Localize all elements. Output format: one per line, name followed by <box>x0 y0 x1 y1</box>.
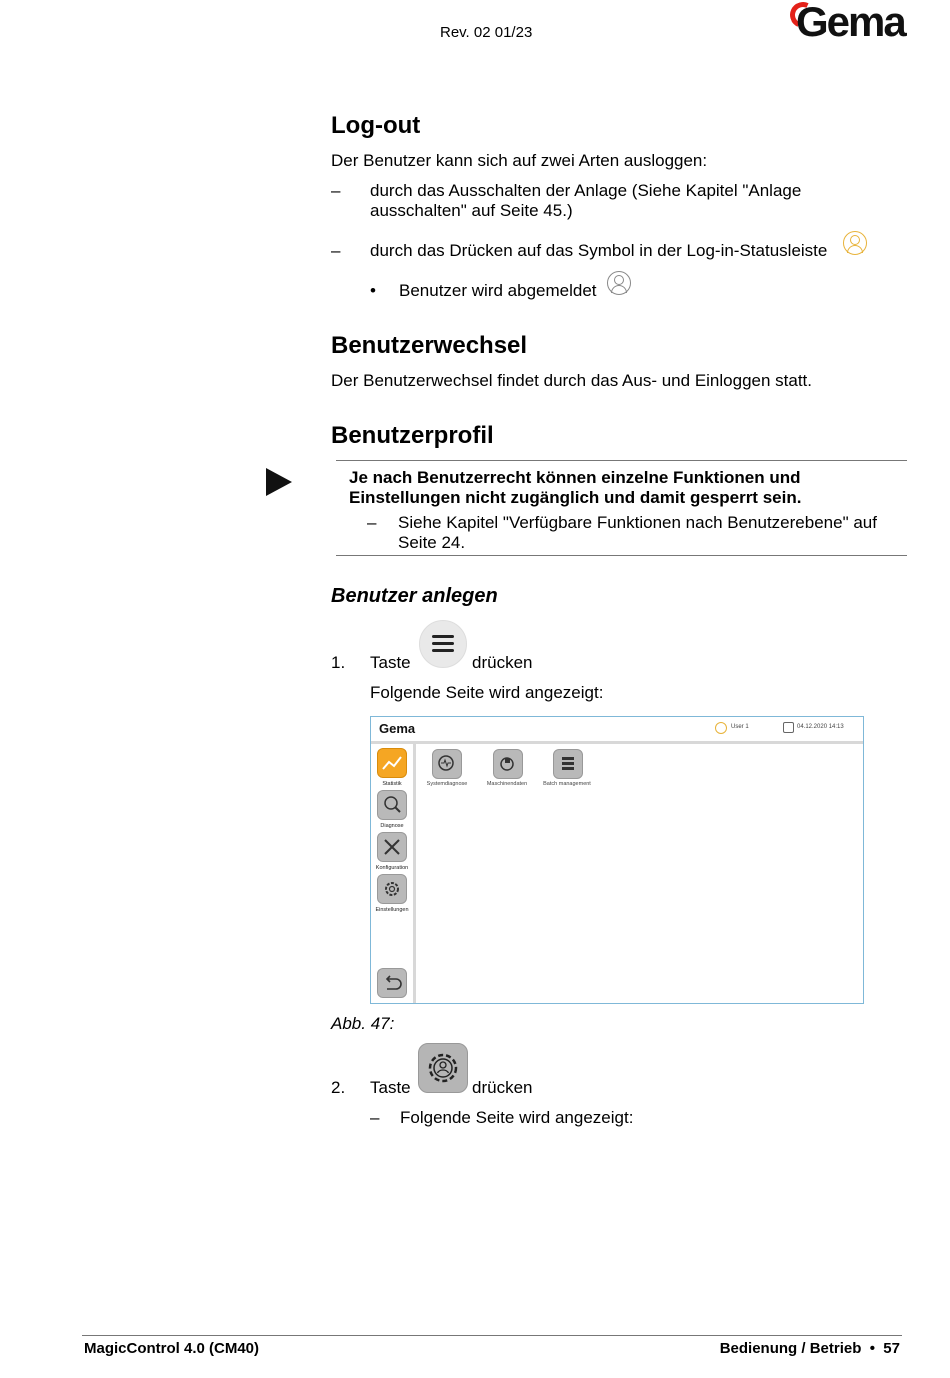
footer-left: MagicControl 4.0 (CM40) <box>84 1340 260 1357</box>
logo-text: Gema <box>796 0 905 45</box>
step2-post: drücken <box>472 1078 533 1097</box>
magnifier-icon <box>378 791 406 819</box>
dash-marker: – <box>370 1108 380 1127</box>
main-label: Maschinendaten <box>486 781 528 787</box>
step1-pre: Taste <box>370 653 411 672</box>
einstellungen-button[interactable] <box>377 874 407 904</box>
logout-item2: durch das Drücken auf das Symbol in der Log-in-Statusleiste <box>370 241 828 260</box>
dash-marker: – <box>367 513 377 532</box>
logout-item1-line2: ausschalten" auf Seite 45.) <box>370 201 573 220</box>
user-status-icon <box>843 231 867 255</box>
chart-icon <box>378 749 406 777</box>
footer-right: Bedienung / Betrieb • 57 <box>719 1340 900 1357</box>
main-label: Batch management <box>543 781 591 787</box>
logout-item1-line1: durch das Ausschalten der Anlage (Siehe Kapitel "Anlage <box>370 181 802 200</box>
calendar-icon <box>783 722 794 733</box>
userchange-heading: Benutzerwechsel <box>331 332 528 359</box>
note-sub-line1: Siehe Kapitel "Verfügbare Funktionen nach Benutzerebene" auf <box>398 513 877 532</box>
note-bottom-divider <box>336 555 907 556</box>
sidebar-label: Diagnose <box>380 823 404 829</box>
create-heading: Benutzer anlegen <box>331 585 498 607</box>
diagnose-button[interactable] <box>377 790 407 820</box>
note-top-divider <box>336 460 907 461</box>
step2-result: Folgende Seite wird angezeigt: <box>400 1108 634 1127</box>
logout-bullet: Benutzer wird abgemeldet <box>399 281 597 300</box>
machine-data-icon <box>494 750 522 778</box>
gear-icon <box>378 875 406 903</box>
note-line1: Je nach Benutzerrecht können einzelne Funktionen und <box>349 468 801 487</box>
note-sub-line2: Seite 24. <box>398 533 466 552</box>
userchange-text: Der Benutzerwechsel findet durch das Aus- und Einloggen statt. <box>331 371 813 390</box>
user-icon <box>715 722 727 734</box>
system-diagnosis-icon <box>433 750 461 778</box>
note-arrow-icon <box>266 468 292 496</box>
maschinendaten-button[interactable] <box>493 749 523 779</box>
sidebar-label: Konfiguration <box>375 865 409 871</box>
settings-user-button <box>418 1043 468 1093</box>
statistik-button[interactable] <box>377 748 407 778</box>
bullet-marker: • <box>370 281 376 300</box>
logout-heading: Log-out <box>331 112 421 139</box>
logout-intro: Der Benutzer kann sich auf zwei Arten ausloggen: <box>331 151 708 170</box>
step1-post: drücken <box>472 653 533 672</box>
batch-icon <box>554 750 582 778</box>
dash-marker: – <box>331 181 341 200</box>
gema-logo <box>790 0 905 48</box>
main-label: Systemdiagnose <box>426 781 468 787</box>
batch-management-button[interactable] <box>553 749 583 779</box>
gear-user-icon <box>419 1044 467 1092</box>
step1-number: 1. <box>331 653 346 672</box>
screenshot-logo: Gema <box>379 721 416 736</box>
screenshot-datetime: 04.12.2020 14:13 <box>797 724 844 730</box>
tools-icon <box>378 833 406 861</box>
sidebar-label: Einstellungen <box>375 907 409 913</box>
footer-divider <box>82 1335 902 1336</box>
step1-result: Folgende Seite wird angezeigt: <box>370 683 604 702</box>
menu-button <box>419 620 467 668</box>
konfiguration-button[interactable] <box>377 832 407 862</box>
ui-screenshot <box>370 716 864 1004</box>
profile-heading: Benutzerprofil <box>331 422 494 449</box>
systemdiagnose-button[interactable] <box>432 749 462 779</box>
figure-caption: Abb. 47: <box>331 1014 395 1033</box>
sidebar-label: Statistik <box>382 781 402 787</box>
screenshot-sidebar <box>371 744 416 1003</box>
step2-pre: Taste <box>370 1078 411 1097</box>
back-button[interactable] <box>377 968 407 998</box>
screenshot-user: User 1 <box>731 724 749 730</box>
note-line2: Einstellungen nicht zugänglich und damit gesperrt sein. <box>349 488 802 507</box>
back-arrow-icon <box>378 969 406 997</box>
user-logged-out-icon <box>607 271 631 295</box>
step2-number: 2. <box>331 1078 346 1097</box>
dash-marker: – <box>331 241 341 260</box>
screenshot-header <box>371 717 863 744</box>
revision-label: Rev. 02 01/23 <box>440 24 533 41</box>
